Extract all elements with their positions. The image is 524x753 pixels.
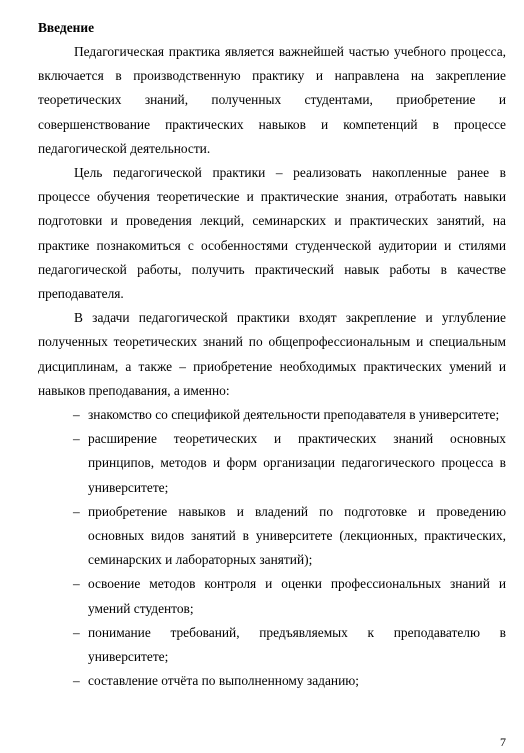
list-item-text: понимание требований, предъявляемых к преподавателю в университете; bbox=[88, 624, 506, 665]
document-page bbox=[38, 16, 506, 693]
list-dash-marker: – bbox=[73, 503, 80, 519]
paragraph-introduction: Педагогическая практика является важнейшей частью учебного процесса, включается в производственную практику и направлена на закрепление теоретических знаний, полученных студентами, приобретение и совершенствование практических навыков и компетенций в процессе педагогической деятельности. bbox=[38, 44, 506, 156]
list-item-text: знакомство со спецификой деятельности преподавателя в университете; bbox=[88, 407, 500, 423]
section-heading: Введение bbox=[38, 20, 95, 35]
paragraph-goal: Цель педагогической практики – реализовать накопленные ранее в процессе обучения теоретические и практические знания, отработать навыки подготовки и проведения лекций, семинарских и практических занятий, на практике познакомиться с особенностями студенческой аудитории и стилями педагогической работы, получить практический навык работы в качестве преподавателя. bbox=[38, 165, 506, 302]
list-item bbox=[38, 621, 506, 669]
list-item-text: приобретение навыков и владений по подготовке и проведению основных видов занятий в университете (лекционных, практических, семинарских и лабораторных занятий); bbox=[88, 503, 506, 568]
list-dash-marker: – bbox=[73, 673, 80, 689]
list-item bbox=[38, 403, 506, 427]
paragraph-tasks: В задачи педагогической практики входят закрепление и углубление полученных теоретических знаний по общепрофессиональным и специальным дисциплинам, а также – приобретение необходимых практических умений и навыков преподавания, а именно: bbox=[38, 310, 506, 398]
list-dash-marker: – bbox=[73, 624, 80, 640]
task-list bbox=[38, 403, 506, 693]
list-item bbox=[38, 669, 506, 693]
list-dash-marker: – bbox=[73, 431, 80, 447]
list-item bbox=[38, 500, 506, 573]
list-item-text: освоение методов контроля и оценки профессиональных знаний и умений студентов; bbox=[88, 576, 506, 616]
list-dash-marker: – bbox=[73, 576, 80, 592]
list-item-text: составление отчёта по выполненному заданию; bbox=[88, 673, 359, 689]
list-item bbox=[38, 427, 506, 500]
list-item bbox=[38, 572, 506, 620]
page-number: 7 bbox=[500, 735, 506, 749]
list-item-text: расширение теоретических и практических знаний основных принципов, методов и форм организации педагогического процесса в университете; bbox=[88, 431, 506, 495]
list-dash-marker: – bbox=[73, 407, 80, 423]
